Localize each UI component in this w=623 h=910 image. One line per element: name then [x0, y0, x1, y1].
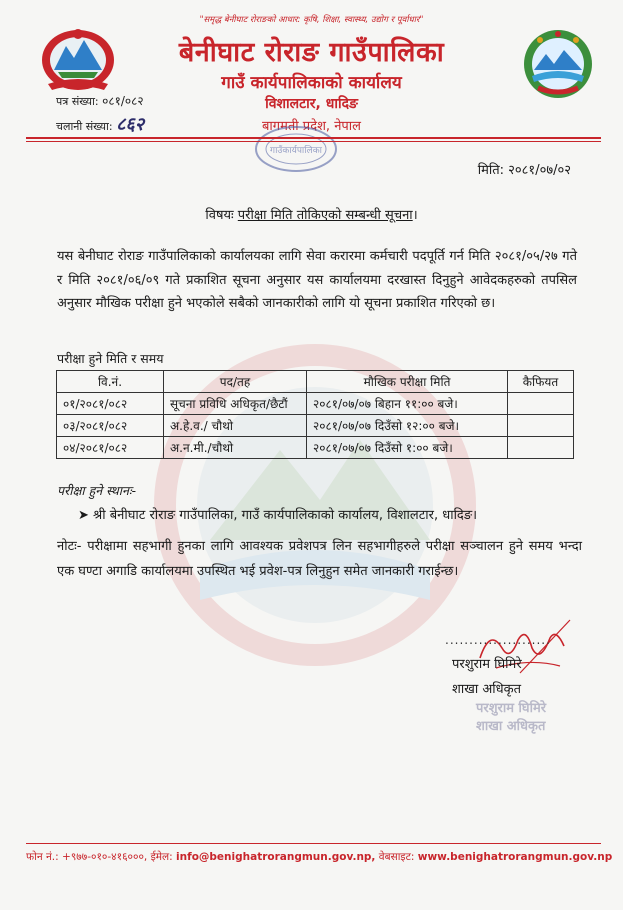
- office-stamp-icon: [250, 122, 342, 176]
- col-serial: वि.नं.: [57, 371, 164, 393]
- table-row: [57, 393, 574, 415]
- date-value: २०८१/०७/०२: [508, 163, 571, 178]
- signatory-name: परशुराम घिमिरे: [452, 657, 522, 672]
- footer-contact: [26, 850, 613, 864]
- subject-end: ।: [412, 208, 418, 223]
- cell-remarks: [508, 415, 574, 437]
- signature-dots: ......................: [445, 633, 551, 647]
- subject-text: परीक्षा मिति तोकिएको सम्बन्धी सूचना: [237, 208, 413, 223]
- venue-text: श्री बेनीघाट रोराङ गाउँपालिका, गाउँ कार्यपालिकाको कार्यालय, विशालटार, धादिङ।: [93, 508, 478, 523]
- footer-divider: [26, 843, 601, 844]
- office-subtitle: गाउँ कार्यपालिकाको कार्यालय: [221, 73, 402, 93]
- signatory-seal: [476, 698, 566, 744]
- cell-post: अ.हे.व./ चौथो: [164, 415, 307, 437]
- signature-icon: [460, 618, 575, 688]
- subject-line: [0, 205, 623, 223]
- letter-date: [478, 160, 571, 178]
- cell-date: २०८१/०७/०७ दिउँसो १:०० बजे।: [307, 437, 508, 459]
- exam-schedule-table: [56, 370, 574, 459]
- notice-body: यस बेनीघाट रोराङ गाउँपालिकाको कार्यालयका लागि सेवा करारमा कर्मचारी पदपूर्ति गर्न मिति २०८१/०५/२७ गते र मिति २०८१/०६/०९ गते प्रकाशित सूचना अनुसार यस कार्यालयमा दरखास्त दिनुहुने आवेदकहरुको तपसिल अनुसार मौखिक परीक्षा हुने भएकोले सबैको जानकारीको लागि यो सूचना प्रकाशित गरिएको छ।: [57, 249, 577, 311]
- seal-name: परशुराम घिमिरे: [476, 701, 547, 716]
- cell-date: २०८१/०७/०७ दिउँसो १२:०० बजे।: [307, 415, 508, 437]
- letter-number-value: ०८१/०८२: [102, 94, 144, 108]
- table-row: [57, 415, 574, 437]
- municipality-logo-icon: [520, 26, 596, 102]
- cell-serial: ०३/२०८१/०८२: [57, 415, 164, 437]
- cell-date: २०८१/०७/०७ बिहान ११:०० बजे।: [307, 393, 508, 415]
- email-link[interactable]: info@benighatrorangmun.gov.np,: [176, 851, 376, 863]
- venue-item: [78, 505, 477, 523]
- date-label: मिति:: [477, 163, 505, 178]
- office-name: बेनीघाट रोराङ गाउँपालिका: [178, 37, 445, 68]
- seal-title: शाखा अधिकृत: [476, 719, 546, 734]
- col-post: पद/तह: [164, 371, 307, 393]
- website-label: वेबसाइट:: [378, 851, 415, 863]
- phone-value: +९७७-०१०-४१६०००,: [62, 851, 148, 863]
- stamp-text: गाउँकार्यपालिका: [270, 146, 322, 156]
- website-link[interactable]: www.benighatrorangmun.gov.np: [417, 851, 613, 863]
- letter-number-label: पत्र संख्या:: [56, 95, 99, 108]
- note-paragraph: नोटः- परीक्षामा सहभागी हुनका लागि आवश्यक प्रवेशपत्र लिन सहभागीहरुले परीक्षा सञ्चालन हुने समय भन्दा एक घण्टा अगाडि कार्यालयमा उपस्थित भई प्रवेश-पत्र लिनुहुन समेत जानकारी गराईन्छ।: [57, 539, 582, 579]
- schedule-title: परीक्षा हुने मिति र समय: [57, 351, 164, 366]
- col-remarks: कैफियत: [508, 371, 574, 393]
- dispatch-number-value: ८६२: [116, 114, 145, 135]
- email-label: ईमेल:: [150, 851, 173, 863]
- venue-title: परीक्षा हुने स्थानः-: [57, 483, 136, 498]
- cell-remarks: [508, 393, 574, 415]
- header-divider-thin: [26, 141, 601, 142]
- cell-serial: ०१/२०८१/०८२: [57, 393, 164, 415]
- phone-label: फोन नं.:: [26, 851, 59, 863]
- letter-number: [56, 92, 144, 109]
- cell-post: अ.न.मी./चौथो: [164, 437, 307, 459]
- header-divider: [26, 137, 601, 139]
- subject-label: विषयः: [205, 208, 234, 223]
- cell-post: सूचना प्रविधि अधिकृत/छैटौं: [164, 393, 307, 415]
- arrow-bullet-icon: ➤: [78, 508, 94, 523]
- signatory-title: शाखा अधिकृत: [452, 682, 522, 697]
- cell-remarks: [508, 437, 574, 459]
- cell-serial: ०४/२०८१/०८२: [57, 437, 164, 459]
- col-date: मौखिक परीक्षा मिति: [307, 371, 508, 393]
- dispatch-number: [56, 112, 144, 136]
- table-header-row: [57, 371, 574, 393]
- dispatch-number-label: चलानी संख्या:: [56, 120, 113, 133]
- office-province: बागमती प्रदेश, नेपाल: [262, 119, 361, 134]
- office-place: विशालटार, धादिङ: [265, 96, 358, 112]
- motto-text: "समृद्ध बेनीघाट रोराङको आधार: कृषि, शिक्षा, स्वास्थ्य, उद्योग र पूर्वाधार": [199, 15, 424, 25]
- table-row: [57, 437, 574, 459]
